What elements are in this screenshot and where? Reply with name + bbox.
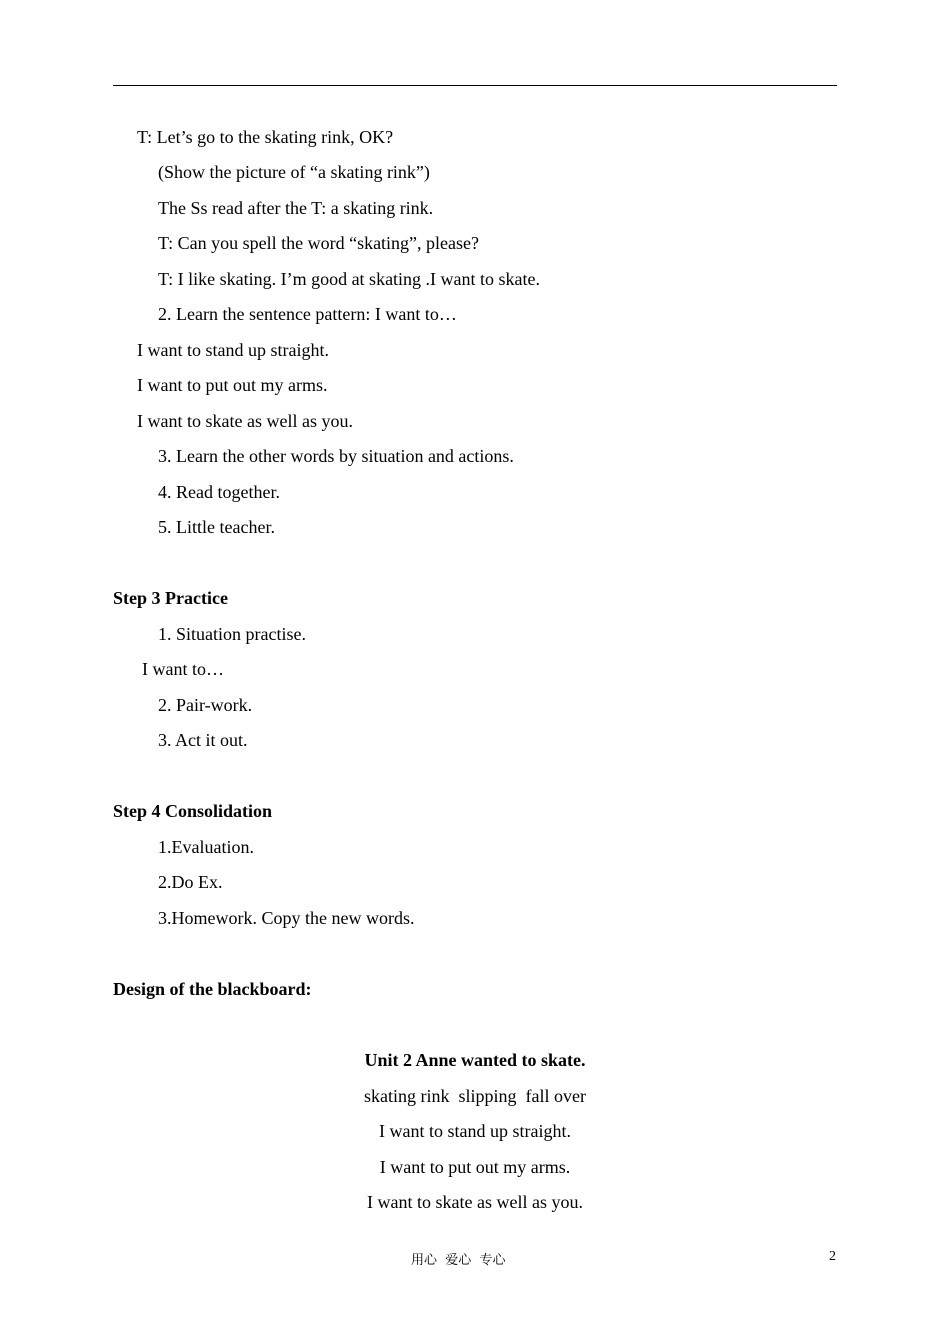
text-line: (Show the picture of “a skating rink”) bbox=[158, 162, 430, 182]
text-line: I want to skate as well as you. bbox=[137, 411, 353, 431]
text-line: 4. Read together. bbox=[158, 482, 280, 502]
footer-motto: 用心 爱心 专心 bbox=[411, 1253, 506, 1268]
text-line: T: Can you spell the word “skating”, please? bbox=[158, 233, 480, 253]
step3-item: 3. Act it out. bbox=[158, 730, 248, 750]
step4-item: 1.Evaluation. bbox=[158, 837, 254, 857]
step4-item: 2.Do Ex. bbox=[158, 872, 223, 892]
header-rule bbox=[113, 85, 837, 86]
blackboard-line: I want to stand up straight. bbox=[379, 1121, 571, 1141]
blackboard-line: I want to skate as well as you. bbox=[367, 1192, 583, 1212]
step3-heading: Step 3 Practice bbox=[113, 588, 228, 608]
page-number: 2 bbox=[829, 1249, 836, 1264]
blackboard-title: Unit 2 Anne wanted to skate. bbox=[364, 1050, 586, 1070]
text-line: The Ss read after the T: a skating rink. bbox=[158, 198, 434, 218]
text-line: T: I like skating. I’m good at skating .I want to skate. bbox=[158, 269, 541, 289]
step3-item: I want to… bbox=[142, 659, 224, 679]
text-line: 3. Learn the other words by situation and actions. bbox=[158, 446, 514, 466]
text-line: I want to put out my arms. bbox=[137, 375, 328, 395]
blackboard-line: I want to put out my arms. bbox=[379, 1157, 571, 1177]
text-line: I want to stand up straight. bbox=[137, 340, 329, 360]
text-line: 2. Learn the sentence pattern: I want to… bbox=[158, 304, 457, 324]
text-line: T: Let’s go to the skating rink, OK? bbox=[137, 127, 394, 147]
blackboard-heading: Design of the blackboard: bbox=[113, 979, 312, 999]
step4-heading: Step 4 Consolidation bbox=[113, 801, 273, 821]
blackboard-line: skating rink slipping fall over bbox=[364, 1086, 586, 1106]
step3-item: 2. Pair-work. bbox=[158, 695, 253, 715]
step4-item: 3.Homework. Copy the new words. bbox=[158, 908, 415, 928]
text-line: 5. Little teacher. bbox=[158, 517, 275, 537]
step3-item: 1. Situation practise. bbox=[158, 624, 306, 644]
